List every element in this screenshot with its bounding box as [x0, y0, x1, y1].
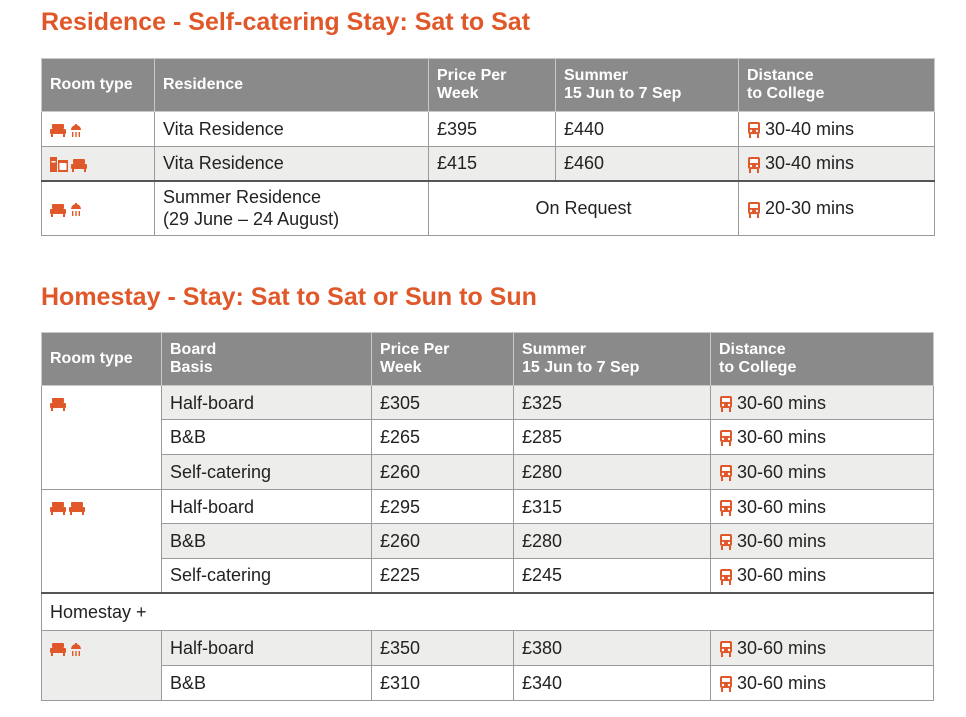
- table-row: [42, 420, 934, 455]
- train-icon: [747, 157, 761, 173]
- header-room-type: Room type: [42, 59, 155, 112]
- board-basis: B&B: [162, 420, 372, 455]
- bed-icon: [69, 501, 85, 515]
- table-row: [42, 181, 935, 236]
- header-price: Price Per Week: [429, 59, 556, 112]
- header-distance: Distance to College: [739, 59, 935, 112]
- train-icon: [719, 500, 733, 516]
- residence-name: Summer Residence (29 June – 24 August): [155, 181, 429, 236]
- distance-cell: 30-40 mins: [739, 112, 935, 147]
- on-request: On Request: [429, 181, 739, 236]
- summer-price: £285: [514, 420, 711, 455]
- price: £395: [429, 112, 556, 147]
- distance-cell: 30-60 mins: [711, 524, 934, 559]
- table-row: [42, 666, 934, 701]
- train-icon: [719, 676, 733, 692]
- price: £350: [372, 631, 514, 666]
- train-icon: [719, 641, 733, 657]
- summer-price: £340: [514, 666, 711, 701]
- bed-icon: [50, 642, 66, 656]
- price: £415: [429, 147, 556, 181]
- summer-price: £245: [514, 559, 711, 593]
- summer-price: £325: [514, 386, 711, 420]
- room-type-cell: [42, 631, 162, 701]
- header-price: Price Per Week: [372, 333, 514, 386]
- distance-cell: 30-60 mins: [711, 420, 934, 455]
- residence-table: [41, 58, 935, 236]
- distance-cell: 30-60 mins: [711, 455, 934, 490]
- summer-price: £280: [514, 455, 711, 490]
- bed-icon: [50, 397, 66, 411]
- kitchen-icon: [50, 157, 68, 172]
- distance-cell: 30-60 mins: [711, 386, 934, 420]
- board-basis: Self-catering: [162, 455, 372, 490]
- train-icon: [719, 396, 733, 412]
- distance-cell: 30-40 mins: [739, 147, 935, 181]
- price: £225: [372, 559, 514, 593]
- shower-icon: [69, 642, 83, 657]
- bed-icon: [71, 158, 87, 172]
- homestay-section-title: Homestay - Stay: Sat to Sat or Sun to Sun: [41, 283, 537, 311]
- price: £305: [372, 386, 514, 420]
- bed-icon: [50, 501, 66, 515]
- summer-price: £460: [556, 147, 739, 181]
- homestay-header-row: [42, 333, 934, 386]
- price: £260: [372, 524, 514, 559]
- distance-cell: 30-60 mins: [711, 631, 934, 666]
- table-row: [42, 559, 934, 593]
- board-basis: B&B: [162, 666, 372, 701]
- room-type-cell: [42, 181, 155, 236]
- distance-cell: 30-60 mins: [711, 490, 934, 524]
- train-icon: [719, 534, 733, 550]
- summer-price: £440: [556, 112, 739, 147]
- header-residence: Residence: [155, 59, 429, 112]
- header-room-type: Room type: [42, 333, 162, 386]
- header-distance: Distance to College: [711, 333, 934, 386]
- header-summer: Summer 15 Jun to 7 Sep: [514, 333, 711, 386]
- room-type-cell: [42, 490, 162, 593]
- table-row: [42, 455, 934, 490]
- room-type-cell: [42, 112, 155, 147]
- homestay-plus-label: Homestay +: [42, 593, 934, 631]
- table-row: [42, 524, 934, 559]
- train-icon: [747, 122, 761, 138]
- train-icon: [747, 202, 761, 218]
- table-row: [42, 631, 934, 666]
- table-row: [42, 386, 934, 420]
- summer-price: £315: [514, 490, 711, 524]
- shower-icon: [69, 202, 83, 217]
- summer-price: £380: [514, 631, 711, 666]
- room-type-cell: [42, 386, 162, 490]
- board-basis: B&B: [162, 524, 372, 559]
- price: £295: [372, 490, 514, 524]
- bed-icon: [50, 203, 66, 217]
- board-basis: Half-board: [162, 631, 372, 666]
- residence-name: Vita Residence: [155, 112, 429, 147]
- residence-section-title: Residence - Self-catering Stay: Sat to Sat: [41, 8, 531, 36]
- header-board-basis: Board Basis: [162, 333, 372, 386]
- residence-name: Vita Residence: [155, 147, 429, 181]
- homestay-table: [41, 332, 934, 701]
- train-icon: [719, 569, 733, 585]
- distance-cell: 20-30 mins: [739, 181, 935, 236]
- price: £260: [372, 455, 514, 490]
- residence-header-row: [42, 59, 935, 112]
- table-row: [42, 112, 935, 147]
- header-summer: Summer 15 Jun to 7 Sep: [556, 59, 739, 112]
- table-row: [42, 147, 935, 181]
- price: £265: [372, 420, 514, 455]
- train-icon: [719, 465, 733, 481]
- table-row: [42, 593, 934, 631]
- board-basis: Self-catering: [162, 559, 372, 593]
- distance-cell: 30-60 mins: [711, 559, 934, 593]
- summer-price: £280: [514, 524, 711, 559]
- board-basis: Half-board: [162, 490, 372, 524]
- train-icon: [719, 430, 733, 446]
- room-type-cell: [42, 147, 155, 181]
- board-basis: Half-board: [162, 386, 372, 420]
- table-row: [42, 490, 934, 524]
- price: £310: [372, 666, 514, 701]
- distance-cell: 30-60 mins: [711, 666, 934, 701]
- bed-icon: [50, 123, 66, 137]
- shower-icon: [69, 123, 83, 138]
